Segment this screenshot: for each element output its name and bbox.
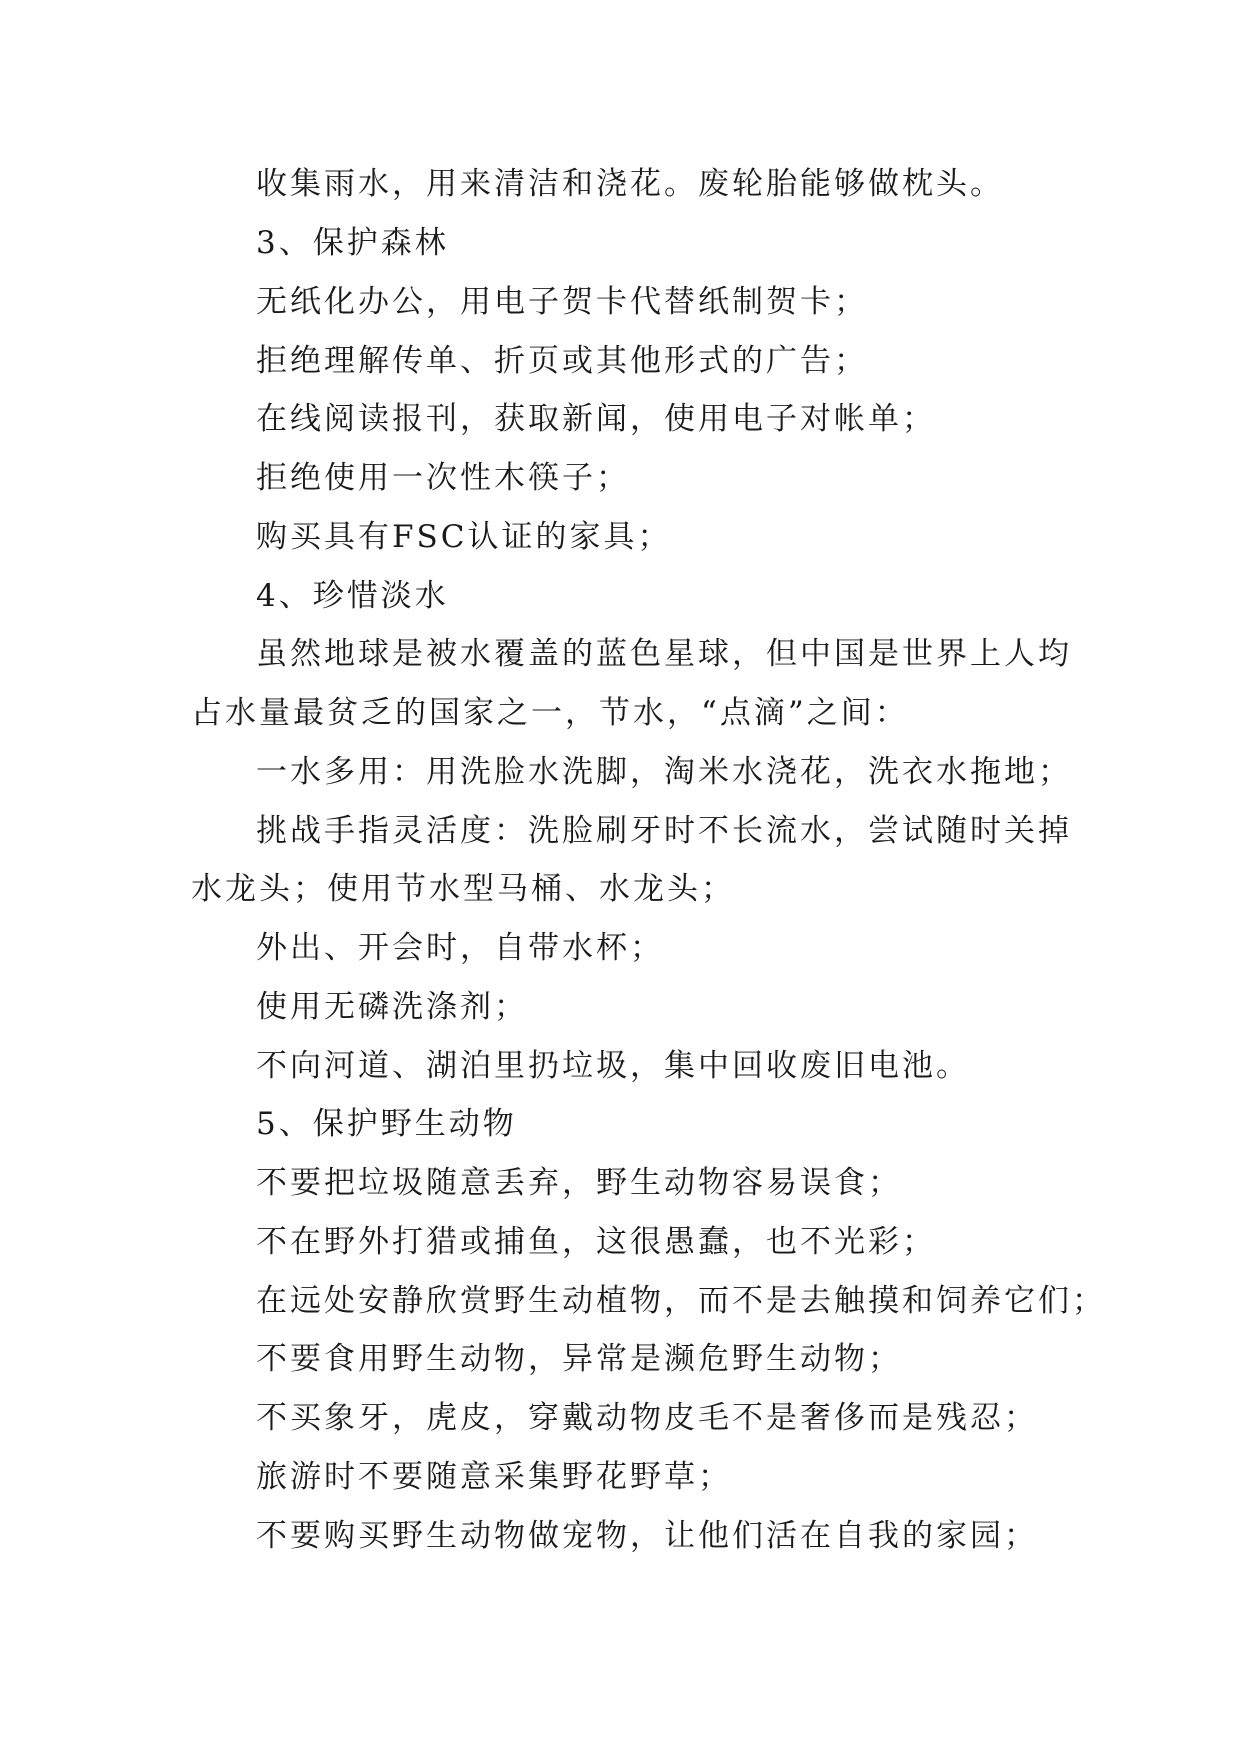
paragraph-line-24: 不要购买野生动物做宠物，让他们活在自我的家园；: [256, 1518, 1038, 1554]
paragraph-line-6: 拒绝使用一次性木筷子；: [256, 460, 630, 496]
paragraph-line-15: 使用无磷洗涤剂；: [256, 989, 528, 1025]
paragraph-line-1: 收集雨水，用来清洁和浇花。废轮胎能够做枕头。: [256, 166, 1004, 202]
paragraph-line-21: 不要食用野生动物，异常是濒危野生动物；: [256, 1341, 902, 1377]
paragraph-line-13: 水龙头；使用节水型马桶、水龙头；: [191, 871, 735, 907]
section-heading-protect-forest: 3、保护森林: [256, 225, 449, 261]
paragraph-line-14: 外出、开会时，自带水杯；: [256, 930, 664, 966]
paragraph-line-11: 一水多用：用洗脸水洗脚，淘米水浇花，洗衣水拖地；: [256, 754, 1072, 790]
paragraph-line-5: 在线阅读报刊，获取新闻，使用电子对帐单；: [256, 401, 936, 437]
paragraph-line-9: 虽然地球是被水覆盖的蓝色星球，但中国是世界上人均: [256, 636, 1072, 672]
paragraph-line-18: 不要把垃圾随意丢弃，野生动物容易误食；: [256, 1165, 902, 1201]
paragraph-line-4: 拒绝理解传单、折页或其他形式的广告；: [256, 343, 868, 379]
paragraph-line-20: 在远处安静欣赏野生动植物，而不是去触摸和饲养它们；: [256, 1283, 1106, 1319]
paragraph-line-12: 挑战手指灵活度：洗脸刷牙时不长流水，尝试随时关掉: [256, 813, 1072, 849]
paragraph-line-16: 不向河道、湖泊里扔垃圾，集中回收废旧电池。: [256, 1048, 970, 1084]
paragraph-line-23: 旅游时不要随意采集野花野草；: [256, 1459, 732, 1495]
section-heading-protect-wildlife: 5、保护野生动物: [256, 1106, 517, 1142]
paragraph-line-3: 无纸化办公，用电子贺卡代替纸制贺卡；: [256, 284, 868, 320]
paragraph-line-7: 购买具有FSC认证的家具；: [256, 519, 672, 555]
section-heading-save-water: 4、珍惜淡水: [256, 578, 449, 614]
paragraph-line-19: 不在野外打猎或捕鱼，这很愚蠢，也不光彩；: [256, 1224, 936, 1260]
paragraph-line-22: 不买象牙，虎皮，穿戴动物皮毛不是奢侈而是残忍；: [256, 1400, 1038, 1436]
paragraph-line-10: 占水量最贫乏的国家之一，节水，“点滴”之间：: [191, 695, 909, 731]
